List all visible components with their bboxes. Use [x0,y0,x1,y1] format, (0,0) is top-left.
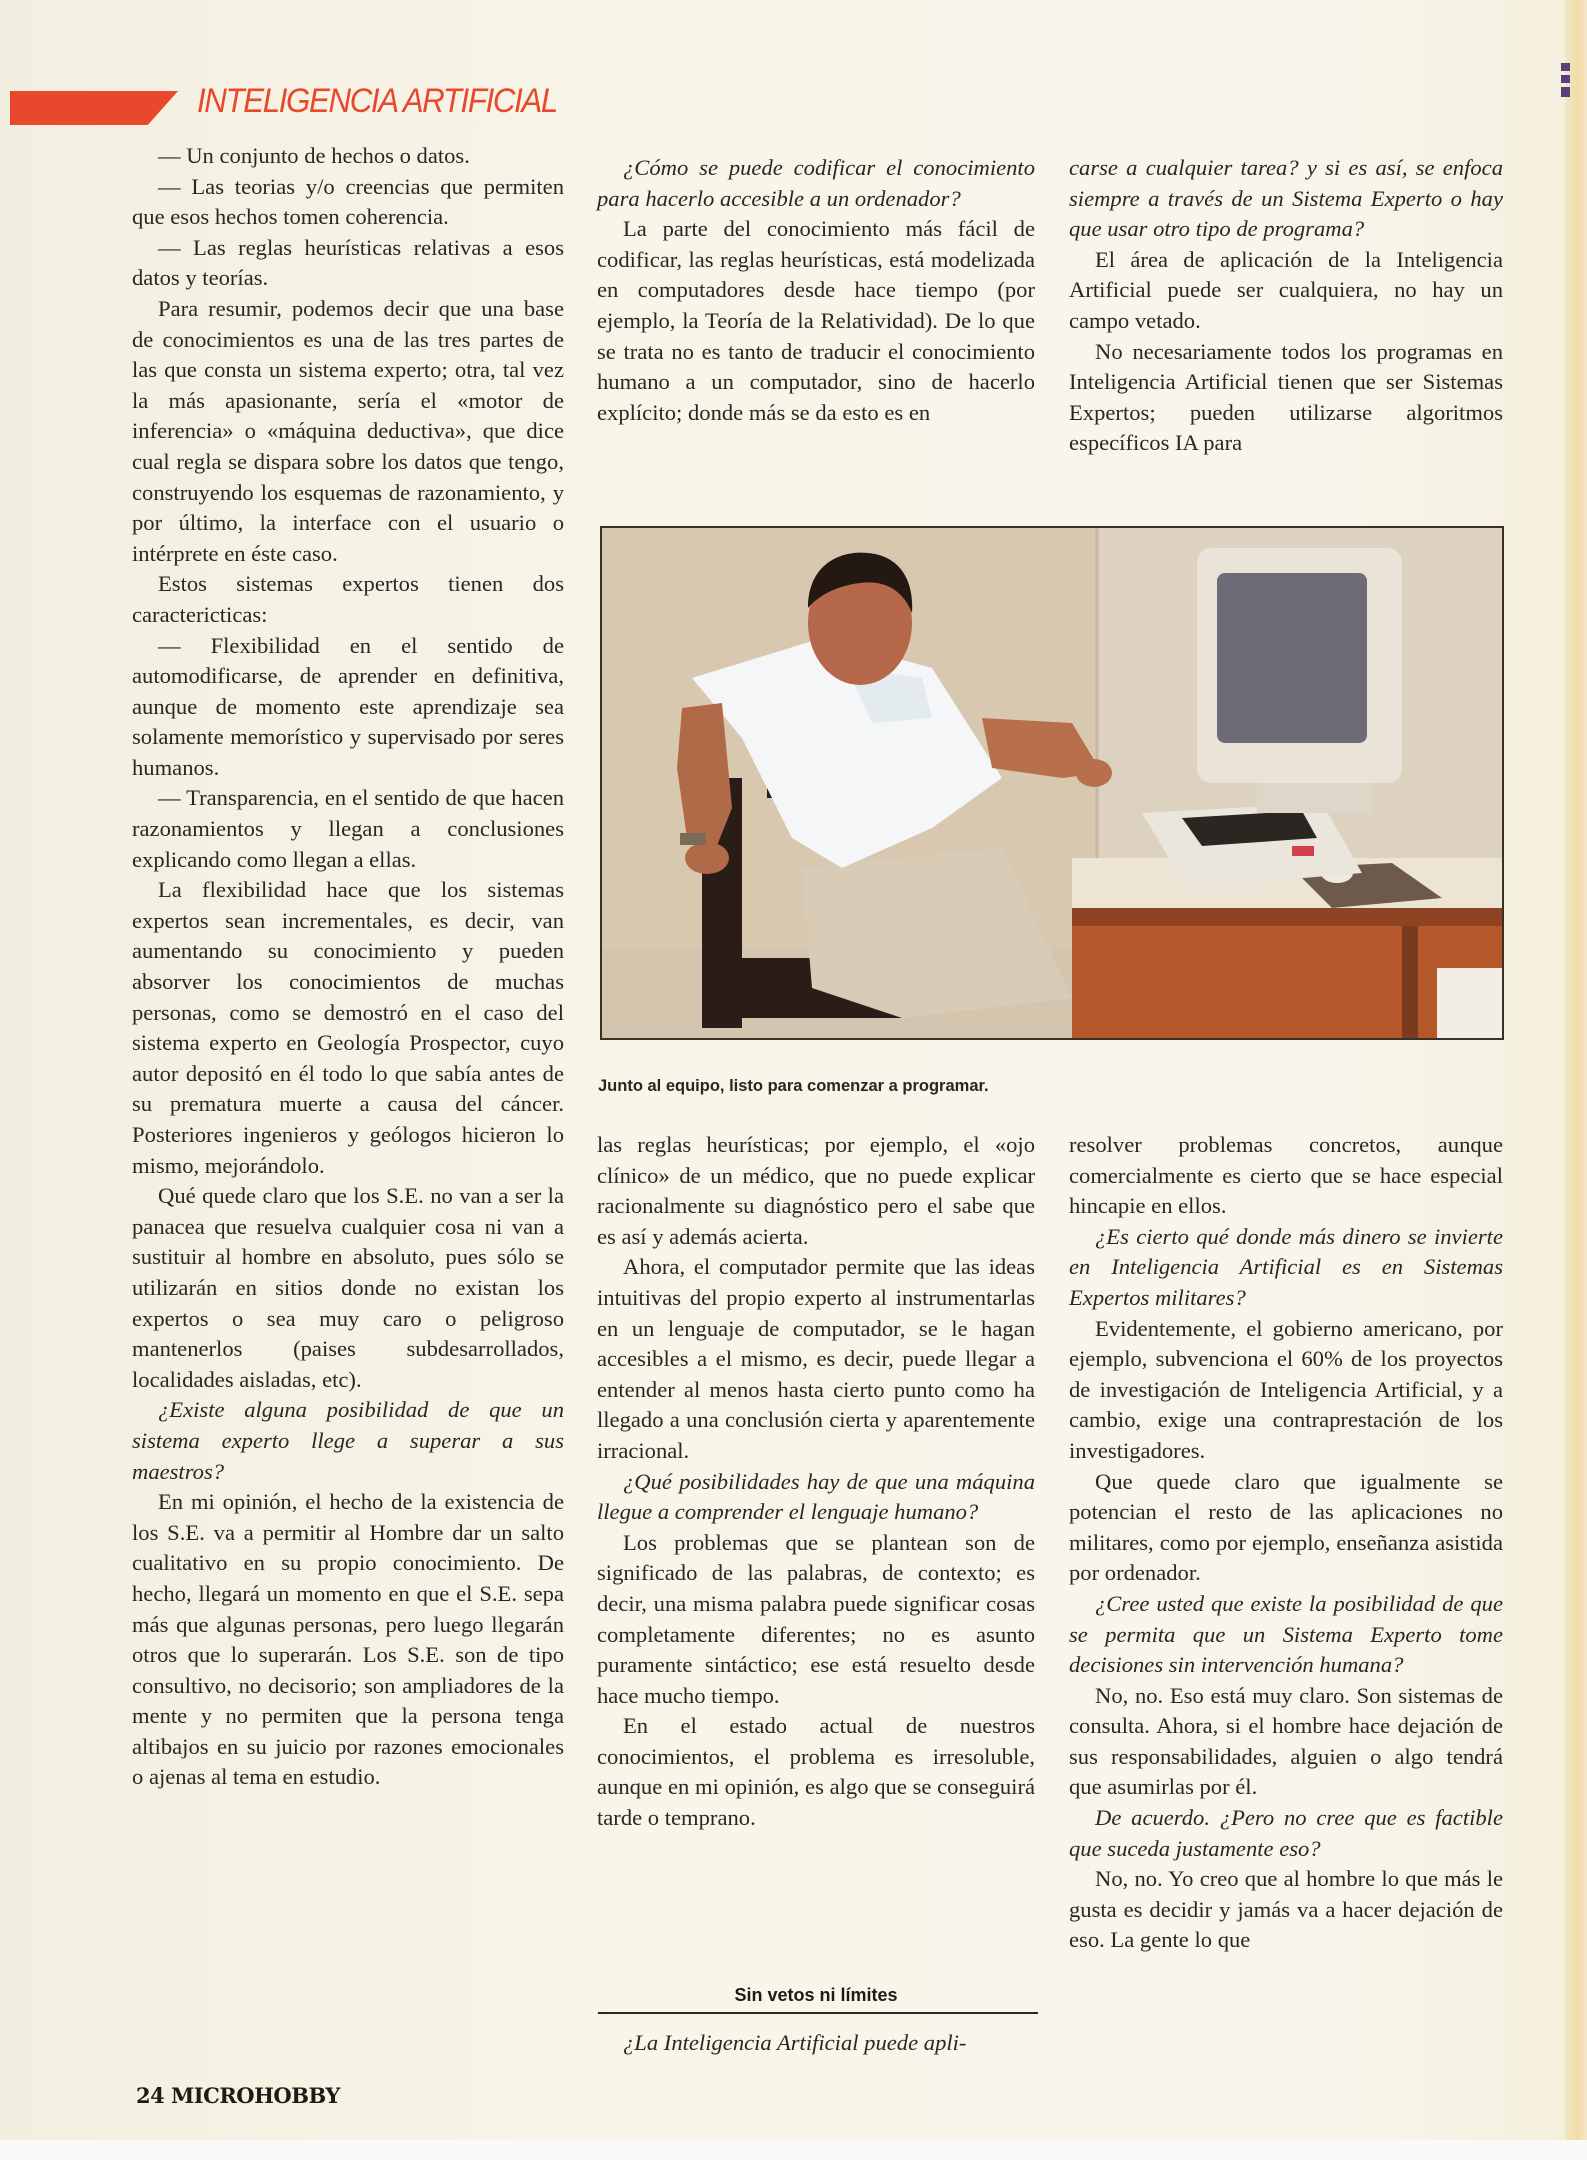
list-item: — Un conjunto de hechos o datos. [158,143,470,168]
page-number: 24 [136,2083,165,2108]
paragraph: las reglas heurísticas; por ejemplo, el «ojo clínico» de un médico, que no puede explicar racionalmente su diagnóstico pero el sabe que es así y además acierta. [597,1132,1035,1249]
interview-question: ¿Es cierto qué donde más dinero se invierte en Inteligencia Artificial es en Sistemas Expertos militares? [1069,1223,1503,1310]
section-header-bar [10,91,178,125]
paragraph: No, no. Yo creo que al hombre lo que más le gusta es decidir y jamás va a hacer dejación de eso. La gente lo que [1069,1866,1503,1953]
paragraph: Qué quede claro que los S.E. no van a ser la panacea que resuelva cualquier cosa ni van a sustituir al hombre en absoluto, pues sólo se utilizarán en sitios donde no existan los expertos o sea muy caro o peligroso mantenerlos (paises subdesarrollados, localidades aisladas, etc). [132,1183,564,1392]
paragraph: El área de aplicación de la Inteligencia Artificial puede ser cualquiera, no hay un campo vetado. [1069,246,1503,333]
photo-caption: Junto al equipo, listo para comenzar a programar. [598,1077,989,1095]
paragraph: Evidentemente, el gobierno americano, por ejemplo, subvenciona el 60% de los proyectos de investigación de Inteligencia Artificial, y a cambio, exige una contraprestación de los investigadores. [1069,1315,1503,1463]
list-item: — Flexibilidad en el sentido de automodificarse, de aprender en definitiva, aunque de momento este aprendizaje sea solamente memorístico y supervisado por seres humanos. [132,632,564,780]
interview-question: carse a cualquier tarea? y si es así, se enfoca siempre a través de un Sistema Experto o hay que usar otro tipo de programa? [1069,155,1503,242]
paragraph: Que quede claro que igualmente se potencian el resto de las aplicaciones no militares, como por ejemplo, enseñanza asistida por ordenador. [1069,1468,1503,1586]
page-edge [1565,0,1587,2160]
page-footer [136,2083,340,2108]
section-title: INTELIGENCIA ARTIFICIAL [197,82,557,120]
article-column-1 [132,141,564,1793]
interview-question: De acuerdo. ¿Pero no cree que es factible que suceda justamente eso? [1069,1805,1503,1861]
article-column-3-bottom [1069,1130,1503,1956]
paragraph: Ahora, el computador permite que las ideas intuitivas del propio experto al instrumentarlas en un lenguaje de computador, se le hagan accesibles a el mismo, es decir, puede llegar a entender al menos hasta cierto punto como ha llegado a una conclusión cierta y aparentemente irracional. [597,1254,1035,1463]
article-column-2-top [597,153,1035,428]
interview-question: ¿Cómo se puede codificar el conocimiento para hacerlo accesible a un ordenador? [597,155,1035,211]
paragraph: Para resumir, podemos decir que una base de conocimientos es una de las tres partes de las que consta un sistema experto; otra, tal vez la más apasionante, sería el «motor de inferencia» o «máquina deductiva», que dice cual regla se dispara sobre los datos que tengo, construyendo los esquemas de razonamiento, y por último, la interface con el usuario o intérprete en éste caso. [132,295,564,566]
section-subheading: Sin vetos ni límites [734,1985,898,2005]
list-item: — Las reglas heurísticas relativas a esos datos y teorías. [132,234,564,291]
edge-registration-mark [1561,75,1570,83]
paragraph: En mi opinión, el hecho de la existencia de los S.E. va a permitir al Hombre dar un salto cualitativo en su propio conocimiento. De hecho, llegará un momento en que el S.E. sepa más que algunas personas, pero luego llegarán otros que lo superarán. Los S.E. son de tipo consultivo, no decisorio; son ampliadores de la mente y no permiten que la persona tenga altibajos en su juicio por razones emocionales o ajenas al tema en estudio. [132,1489,564,1790]
article-column-2-tail [597,2028,1035,2059]
scan-bottom-margin [0,2140,1587,2160]
paragraph: Los problemas que se plantean son de significado de las palabras, de contexto; es decir, una misma palabra puede significar cosas completamente diferentes; no es asunto puramente sintáctico; ese está resuelto desde hace mucho tiempo. [597,1529,1035,1708]
paragraph: La flexibilidad hace que los sistemas expertos sean incrementales, es decir, van aumentando su conocimiento y pueden absorver los conocimientos de muchas personas, como se demostró en el caso del sistema experto en Geología Prospector, cuyo autor depositó en él todo lo que sabía antes de su prematura muerte a causa del cáncer. Posteriores ingenieros y geólogos hicieron lo mismo, mejorándolo. [132,877,564,1178]
paragraph: En el estado actual de nuestros conocimientos, el problema es irresoluble, aunque en mi opinión, es algo que se conseguirá tarde o temprano. [597,1713,1035,1831]
paragraph: No, no. Eso está muy claro. Son sistemas de consulta. Ahora, si el hombre hace dejación de sus responsabilidades, alguien o algo tendrá que asumirlas por él. [1069,1682,1503,1800]
interview-question: ¿Existe alguna posibilidad de que un sistema experto llege a superar a sus maestros? [132,1397,564,1484]
paragraph: Estos sistemas expertos tienen dos caractericticas: [132,571,564,627]
interview-question: ¿Qué posibilidades hay de que una máquina llegue a comprender el lenguaje humano? [597,1468,1035,1525]
magazine-name: MICROHOBBY [171,2083,340,2108]
subheading-rule [598,2012,1038,2014]
edge-registration-mark [1561,63,1570,71]
article-column-2-bottom [597,1130,1035,1834]
paragraph: La parte del conocimiento más fácil de codificar, las reglas heurísticas, está modelizada en computadores desde hace tiempo (por ejemplo, la Teoría de la Relatividad). De lo que se trata no es tanto de traducir el conocimiento humano a un computador, sino de hacerlo explícito; donde más se da esto es en [597,216,1035,425]
edge-registration-mark [1561,87,1570,97]
list-item: — Transparencia, en el sentido de que hacen razonamientos y llegan a conclusiones explicando como llegan a ellas. [132,785,564,872]
article-column-3-top [1069,153,1503,459]
photo-man-at-computer-icon [602,528,1502,1038]
paragraph: resolver problemas concretos, aunque comercialmente es cierto que se hace especial hincapie en ellos. [1069,1132,1503,1219]
article-photo [600,526,1504,1040]
list-item: — Las teorias y/o creencias que permiten que esos hechos tomen coherencia. [132,173,564,230]
paragraph: No necesariamente todos los programas en Inteligencia Artificial tienen que ser Sistemas Expertos; pueden utilizarse algoritmos específicos IA para [1069,338,1503,456]
interview-question: ¿La Inteligencia Artificial puede apli- [623,2030,967,2055]
interview-question: ¿Cree usted que existe la posibilidad de que se permita que un Sistema Experto tome decisiones sin intervención humana? [1069,1590,1503,1678]
